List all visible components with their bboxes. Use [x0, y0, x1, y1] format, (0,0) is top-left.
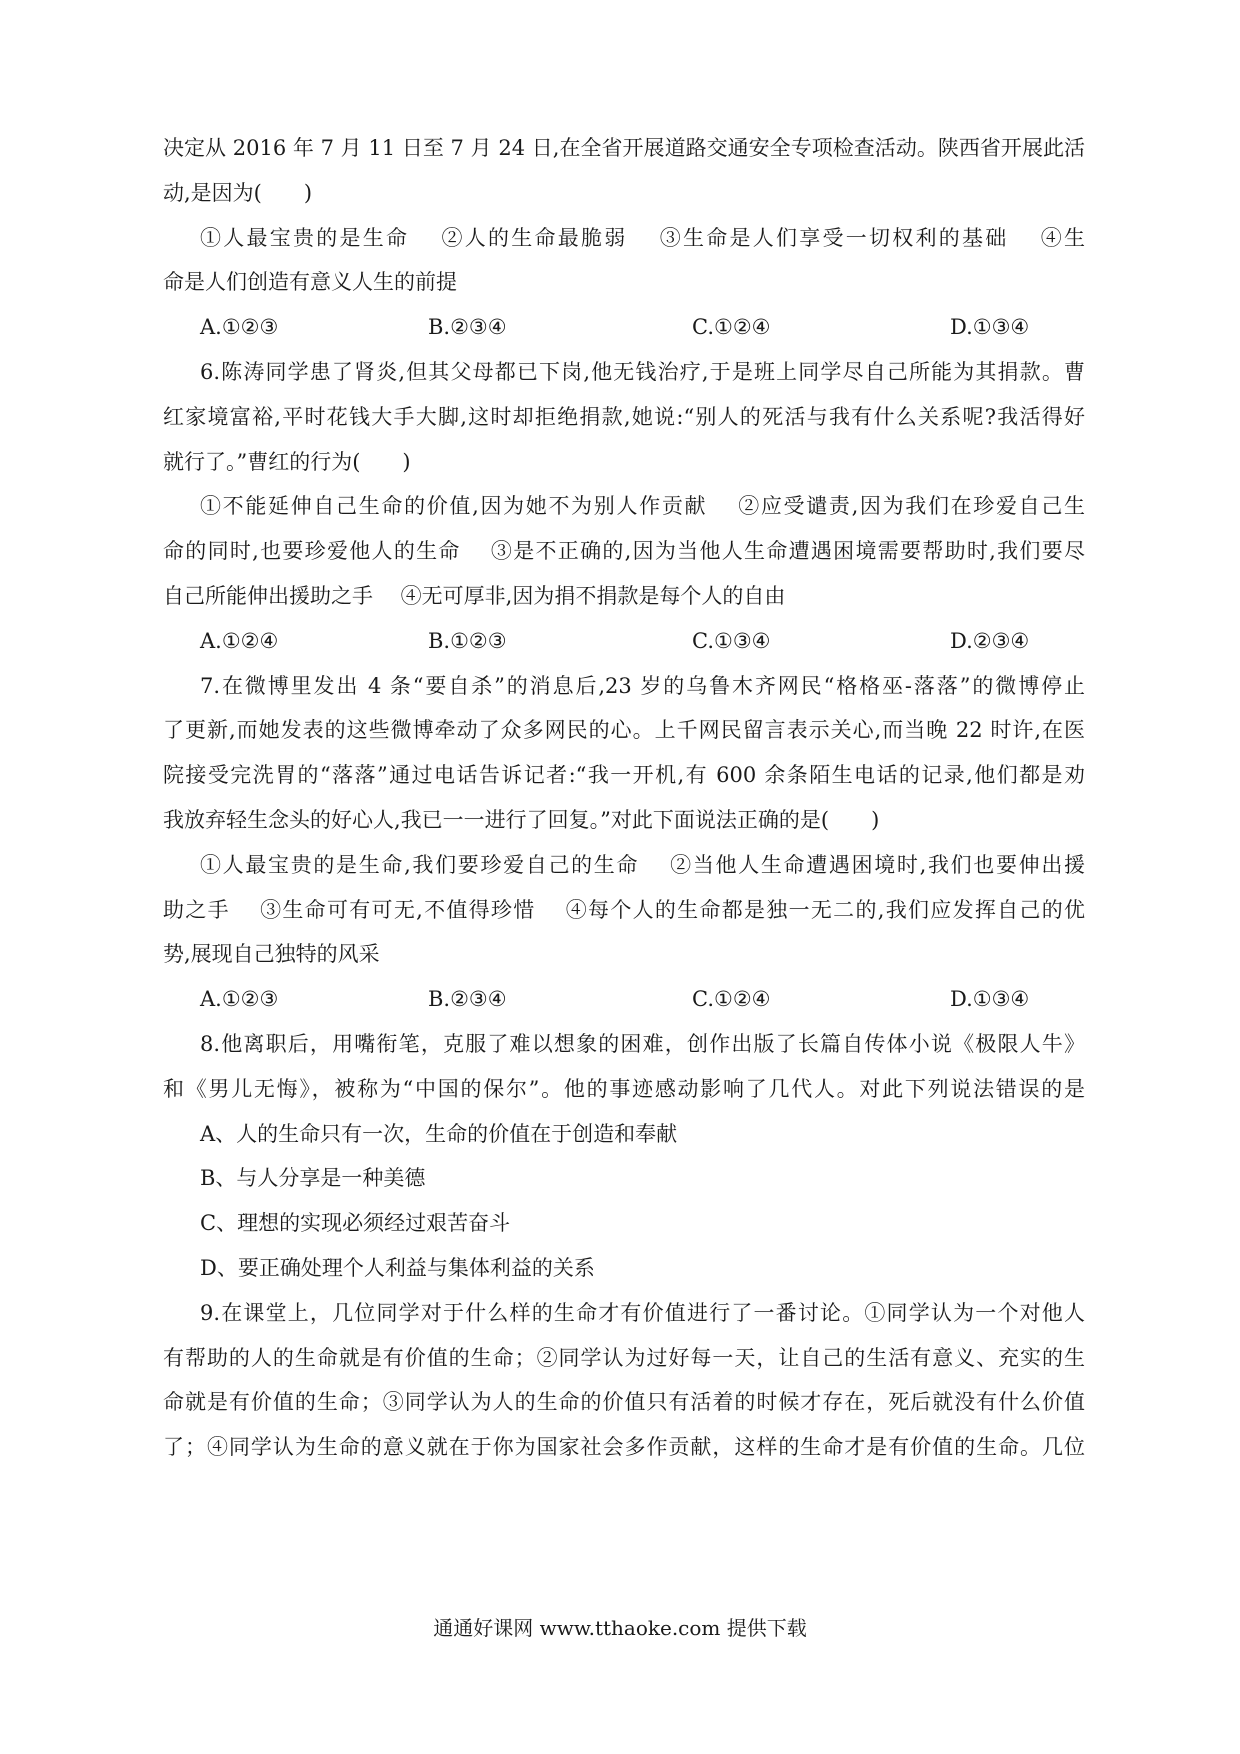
answer-option: C.①②④ [692, 987, 771, 1011]
text-line: 院接受完洗胃的“落落”通过电话告诉记者:“我一开机,有 600 余条陌生电话的记录,他们都是劝 [163, 763, 1085, 787]
text-line: 红家境富裕,平时花钱大手大脚,这时却拒绝捐款,她说:“别人的死活与我有什么关系呢?我活得好 [163, 405, 1085, 429]
answer-option: D.①③④ [950, 315, 1030, 339]
text-line: B、与人分享是一种美德 [200, 1166, 426, 1190]
text-line: D、要正确处理个人利益与集体利益的关系 [200, 1256, 595, 1280]
text-line: 我放弃轻生念头的好心人,我已一一进行了回复。”对此下面说法正确的是( ) [163, 808, 880, 832]
answer-option: D.②③④ [950, 629, 1030, 653]
text-line: C、理想的实现必须经过艰苦奋斗 [200, 1211, 511, 1235]
text-line: 6.陈涛同学患了肾炎,但其父母都已下岗,他无钱治疗,于是班上同学尽自己所能为其捐款。曹 [200, 360, 1085, 384]
text-line: 了；④同学认为生命的意义就在于你为国家社会多作贡献，这样的生命才是有价值的生命。几位 [163, 1435, 1085, 1459]
answer-option: C.①②④ [692, 315, 771, 339]
answer-options-row [200, 312, 1100, 342]
text-line: 命就是有价值的生命；③同学认为人的生命的价值只有活着的时候才存在，死后就没有什么价值 [163, 1390, 1085, 1414]
answer-options-row [200, 984, 1100, 1014]
text-line: 决定从 2016 年 7 月 11 日至 7 月 24 日,在全省开展道路交通安全专项检查活动。陕西省开展此活 [163, 136, 1085, 160]
text-line: 动,是因为( ) [163, 181, 313, 205]
answer-option: D.①③④ [950, 987, 1030, 1011]
page-footer: 通通好课网 www.tthaoke.com 提供下载 [433, 1616, 807, 1640]
text-line: 命是人们创造有意义人生的前提 [163, 270, 457, 294]
answer-option: B.①②③ [428, 629, 507, 653]
text-line: 势,展现自己独特的风采 [163, 942, 380, 966]
text-line: A、人的生命只有一次，生命的价值在于创造和奉献 [200, 1122, 678, 1146]
text-line: 有帮助的人的生命就是有价值的生命；②同学认为过好每一天，让自己的生活有意义、充实的生 [163, 1346, 1085, 1370]
text-line: 8.他离职后，用嘴衔笔，克服了难以想象的困难，创作出版了长篇自传体小说《极限人牛》 [200, 1032, 1085, 1056]
answer-option: B.②③④ [428, 315, 507, 339]
text-line: 自己所能伸出援助之手 ④无可厚非,因为捐不捐款是每个人的自由 [163, 584, 786, 608]
answer-option: A.①②④ [200, 629, 279, 653]
answer-option: A.①②③ [200, 987, 279, 1011]
answer-options-row [200, 626, 1100, 656]
text-line: 就行了。”曹红的行为( ) [163, 450, 411, 474]
answer-option: C.①③④ [692, 629, 771, 653]
text-line: 9.在课堂上，几位同学对于什么样的生命才有价值进行了一番讨论。①同学认为一个对他人 [200, 1301, 1085, 1325]
text-line: ①人最宝贵的是生命 ②人的生命最脆弱 ③生命是人们享受一切权利的基础 ④生 [200, 226, 1085, 250]
text-line: 命的同时,也要珍爱他人的生命 ③是不正确的,因为当他人生命遭遇困境需要帮助时,我们要尽 [163, 539, 1085, 563]
answer-option: A.①②③ [200, 315, 279, 339]
text-line: 和《男儿无悔》，被称为“中国的保尔”。他的事迹感动影响了几代人。对此下列说法错误的是 [163, 1077, 1085, 1101]
text-line: 助之手 ③生命可有可无,不值得珍惜 ④每个人的生命都是独一无二的,我们应发挥自己的优 [163, 898, 1085, 922]
text-line: 7.在微博里发出 4 条“要自杀”的消息后,23 岁的乌鲁木齐网民“格格巫-落落”的微博停止 [200, 674, 1085, 698]
answer-option: B.②③④ [428, 987, 507, 1011]
text-line: 了更新,而她发表的这些微博牵动了众多网民的心。上千网民留言表示关心,而当晚 22 时许,在医 [163, 718, 1085, 742]
text-line: ①人最宝贵的是生命,我们要珍爱自己的生命 ②当他人生命遭遇困境时,我们也要伸出援 [200, 853, 1085, 877]
text-line: ①不能延伸自己生命的价值,因为她不为别人作贡献 ②应受谴责,因为我们在珍爱自己生 [200, 494, 1085, 518]
